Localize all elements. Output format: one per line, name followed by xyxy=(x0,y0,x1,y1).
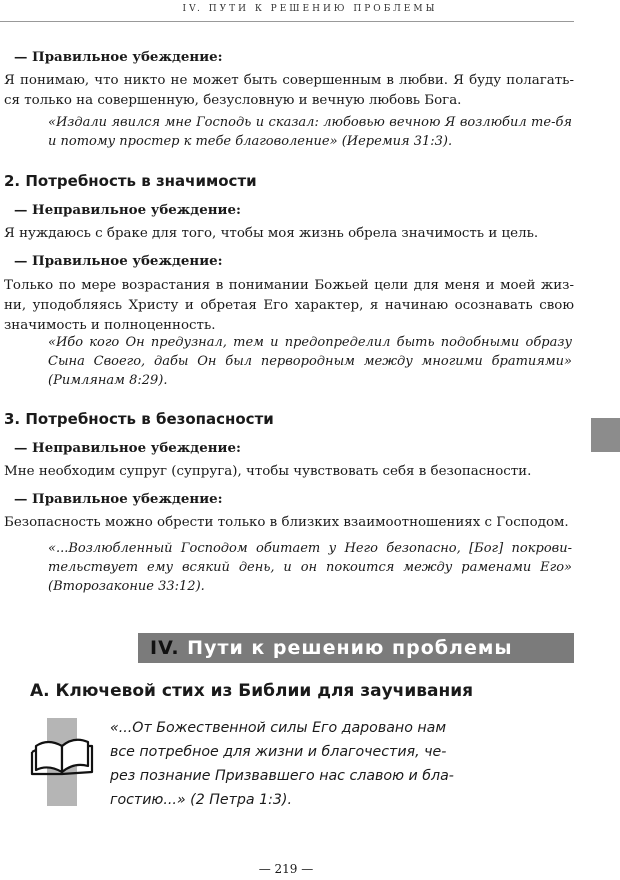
header-rule xyxy=(0,21,574,22)
section2-right-body: Только по мере возрастания в понимании Божьей цели для меня и моей жиз-ни, уподобляясь Христу и обретая Его характер, я начинаю осознавать свою значимость и полноценность. xyxy=(4,278,574,333)
block1-body: Я понимаю, что никто не может быть совершенным в любви. Я буду полагать-ся только на совершенную, безусловную и вечную любовь Бога. xyxy=(4,73,574,108)
section3-quote: «...Возлюбленный Господом обитает у Него безопасно, [Бог] покрови-тельствует ему всякий день, и он покоится между раменами Его» (Второзаконие 33:12). xyxy=(48,541,572,594)
section2-wrong-subheading: — Неправильное убеждение: xyxy=(14,202,241,218)
section3-wrong-body: Мне необходим супруг (супруга), чтобы чувствовать себя в безопасности. xyxy=(4,464,532,479)
section2-quote: «Ибо кого Он предузнал, тем и предопределил быть подобными образу Сына Своего, дабы Он был первородным между многими братиями» (Римлянам 8:29). xyxy=(48,335,572,388)
section3-right-subheading: — Правильное убеждение: xyxy=(14,491,223,507)
block1-quote: «Издали явился мне Господь и сказал: любовью вечною Я возлюбил те-бя и потому простер к тебе благоволение» (Иеремия 31:3). xyxy=(48,115,572,149)
subsection-a-title: А. Ключевой стих из Библии для заучивания xyxy=(30,681,474,701)
chapter-number: IV. xyxy=(150,637,180,659)
section2-right-subheading: — Правильное убеждение: xyxy=(14,253,223,269)
running-head: IV. ПУТИ К РЕШЕНИЮ ПРОБЛЕМЫ xyxy=(182,4,438,14)
section3-right-body: Безопасность можно обрести только в близких взаимоотношениях с Господом. xyxy=(4,515,569,530)
chapter-heading xyxy=(150,633,570,663)
open-book-icon xyxy=(30,732,94,776)
side-thumb-tab xyxy=(591,418,620,452)
section3-wrong-subheading: — Неправильное убеждение: xyxy=(14,440,241,456)
block1-subheading: — Правильное убеждение: xyxy=(14,49,223,65)
key-verse: «...От Божественной силы Его даровано нам все потребное для жизни и благочестия, че-рез познание Призвавшего нас славою и бла-гостию...» (2 Петра 1:3). xyxy=(110,720,454,808)
page-number: — 219 — xyxy=(258,862,314,876)
chapter-title: Пути к решению проблемы xyxy=(187,637,513,659)
section3-title: 3. Потребность в безопасности xyxy=(4,410,274,428)
section2-title: 2. Потребность в значимости xyxy=(4,172,257,190)
section2-wrong-body: Я нуждаюсь с браке для того, чтобы моя жизнь обрела значимость и цель. xyxy=(4,226,539,241)
